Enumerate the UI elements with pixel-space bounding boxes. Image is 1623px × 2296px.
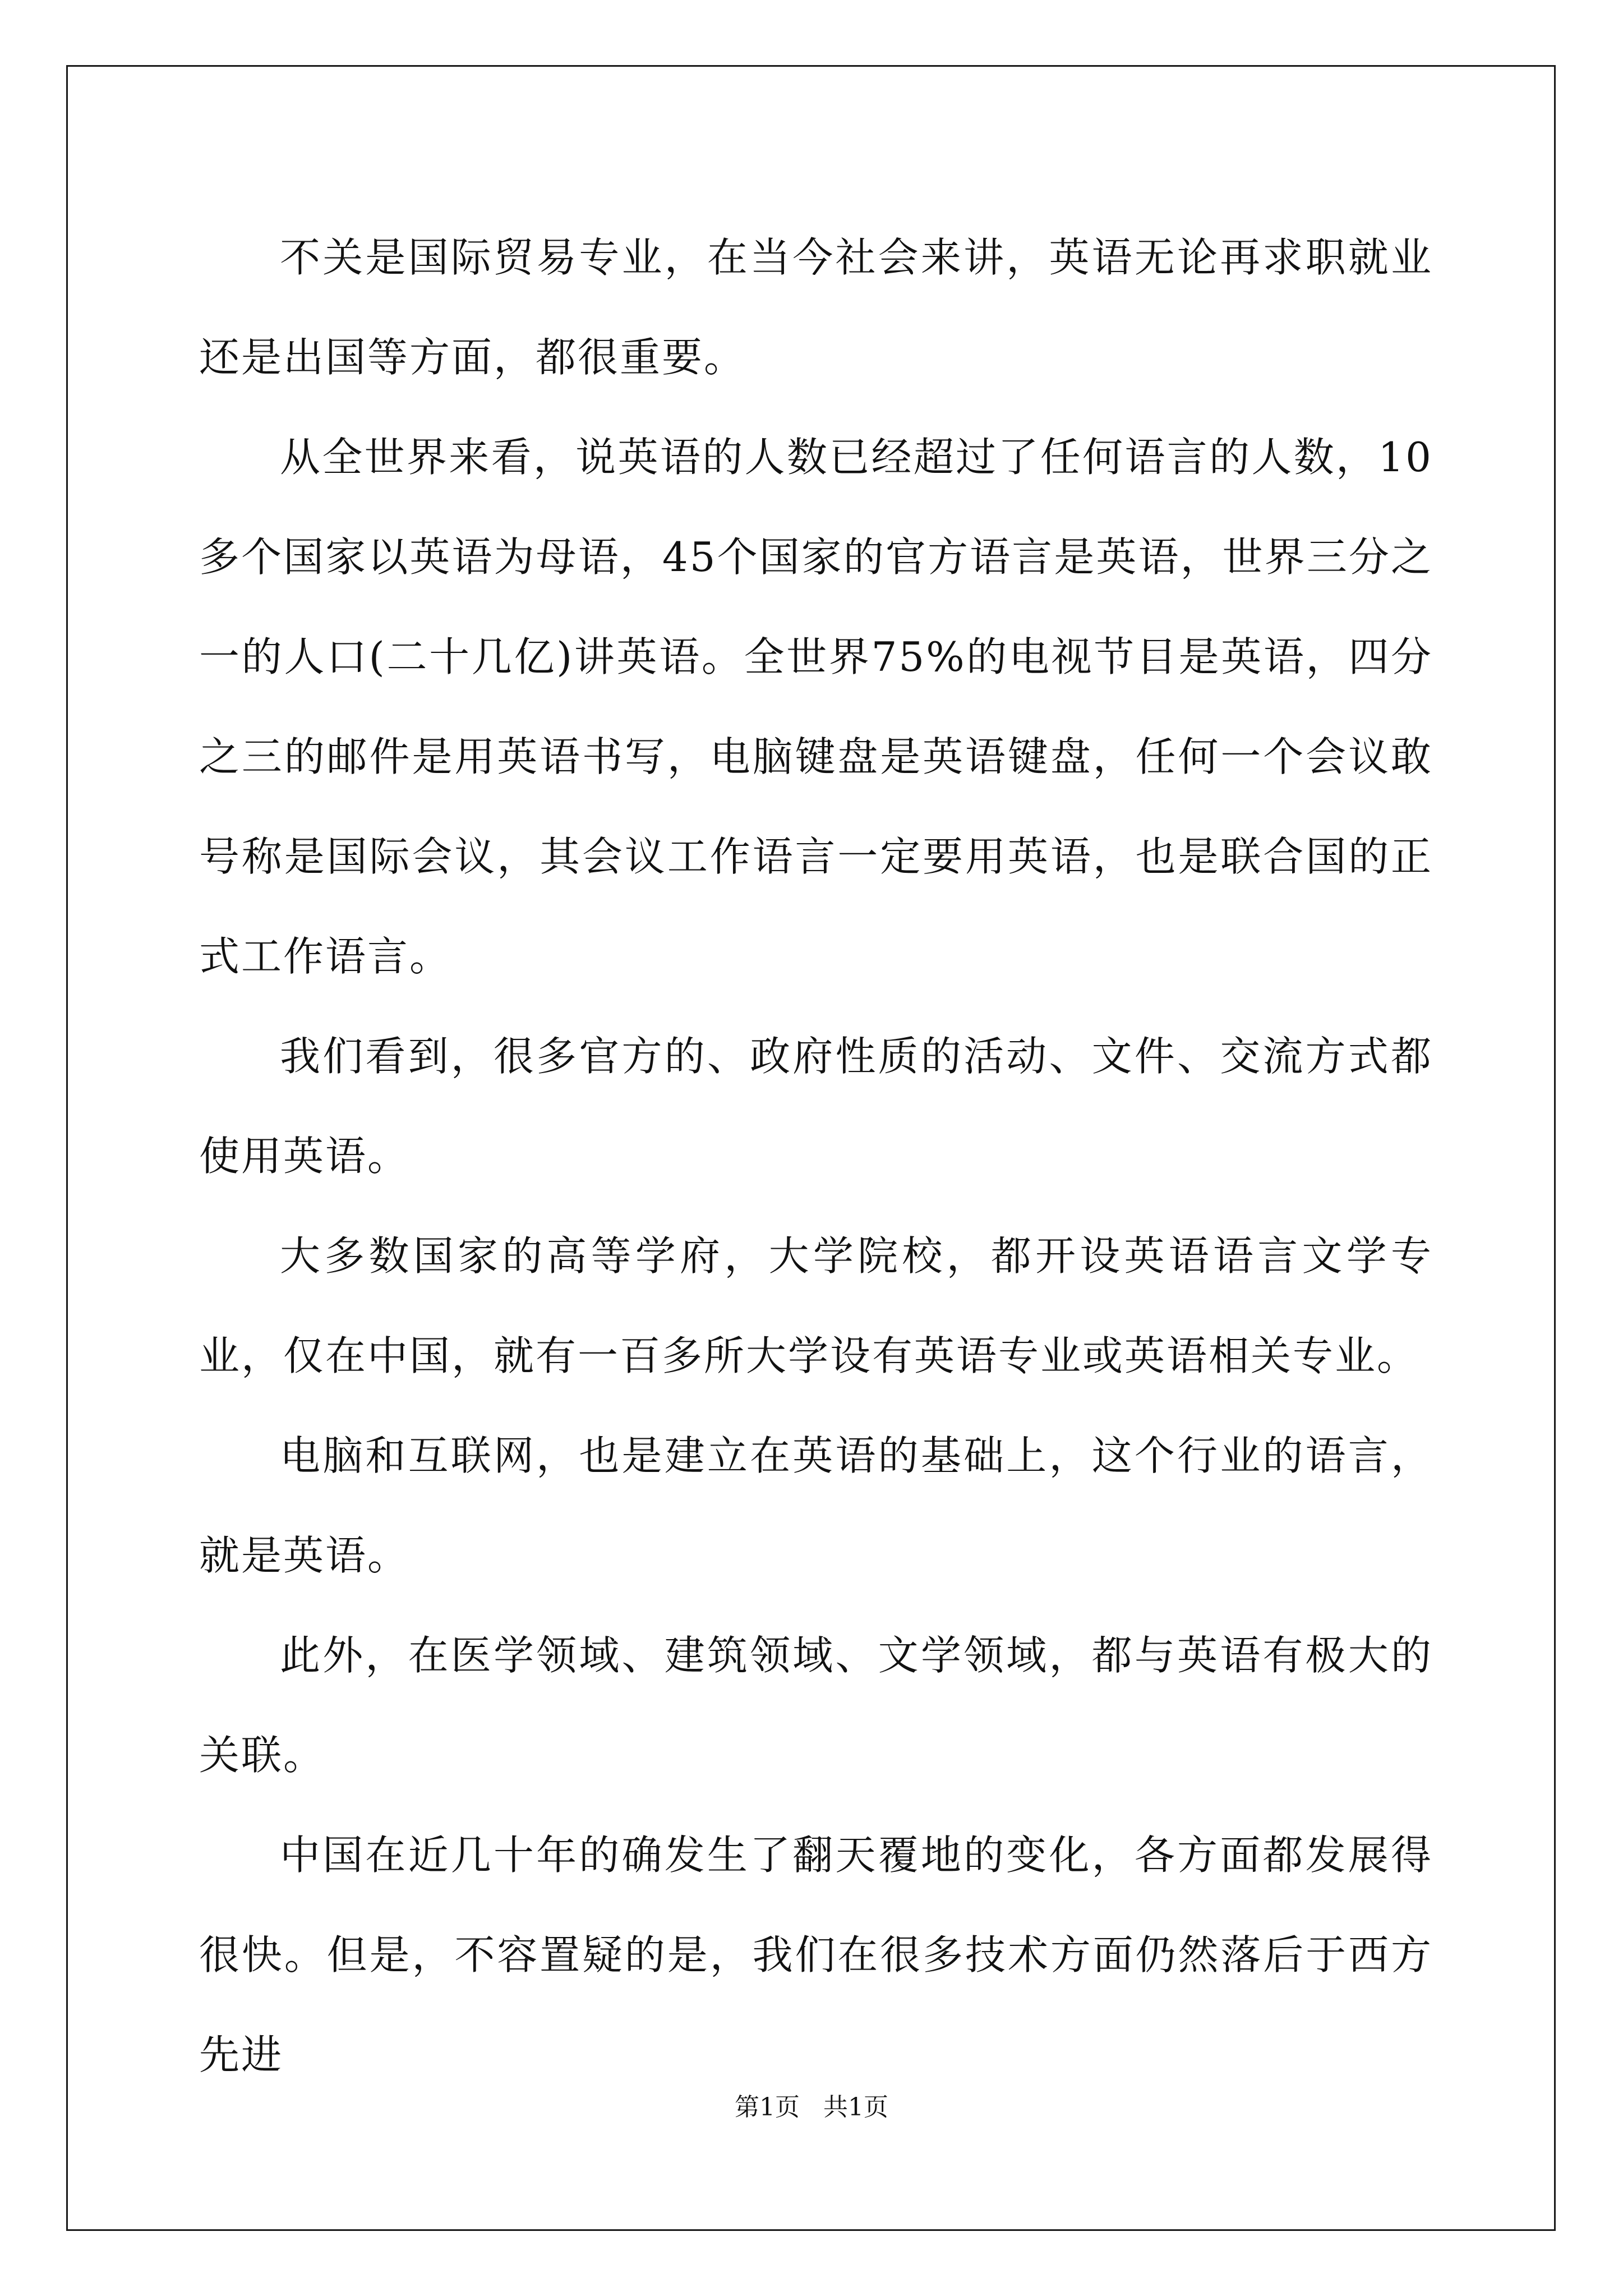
paragraph: 中国在近几十年的确发生了翻天覆地的变化，各方面都发展得很快。但是，不容置疑的是，我们在很多技术方面仍然落后于西方先进 [199,1832,1433,2078]
paragraph: 此外，在医学领域、建筑领域、文学领域，都与英语有极大的关联。 [199,1632,1433,1779]
paragraph: 大多数国家的高等学府，大学院校，都开设英语语言文学专业，仅在中国，就有一百多所大学设有英语专业或英语相关专业。 [199,1232,1433,1379]
paragraph: 我们看到，很多官方的、政府性质的活动、文件、交流方式都使用英语。 [199,1033,1433,1180]
document-body [199,208,1433,2105]
paragraph: 电脑和互联网，也是建立在英语的基础上，这个行业的语言，就是英语。 [199,1432,1433,1579]
paragraph: 不关是国际贸易专业，在当今社会来讲，英语无论再求职就业还是出国等方面，都很重要。 [199,234,1433,381]
paragraph: 从全世界来看，说英语的人数已经超过了任何语言的人数，10多个国家以英语为母语，45个国家的官方语言是英语，世界三分之一的人口(二十几亿)讲英语。全世界75%的电视节目是英语，四分之三的邮件是用英语书写，电脑键盘是英语键盘，任何一个会议敢号称是国际会议，其会议工作语言一定要用英语，也是联合国的正式工作语言。 [199,434,1433,980]
page-footer [0,2087,1623,2123]
page-total: 共1页 [823,2093,888,2122]
page-number: 第1页 [735,2093,800,2122]
